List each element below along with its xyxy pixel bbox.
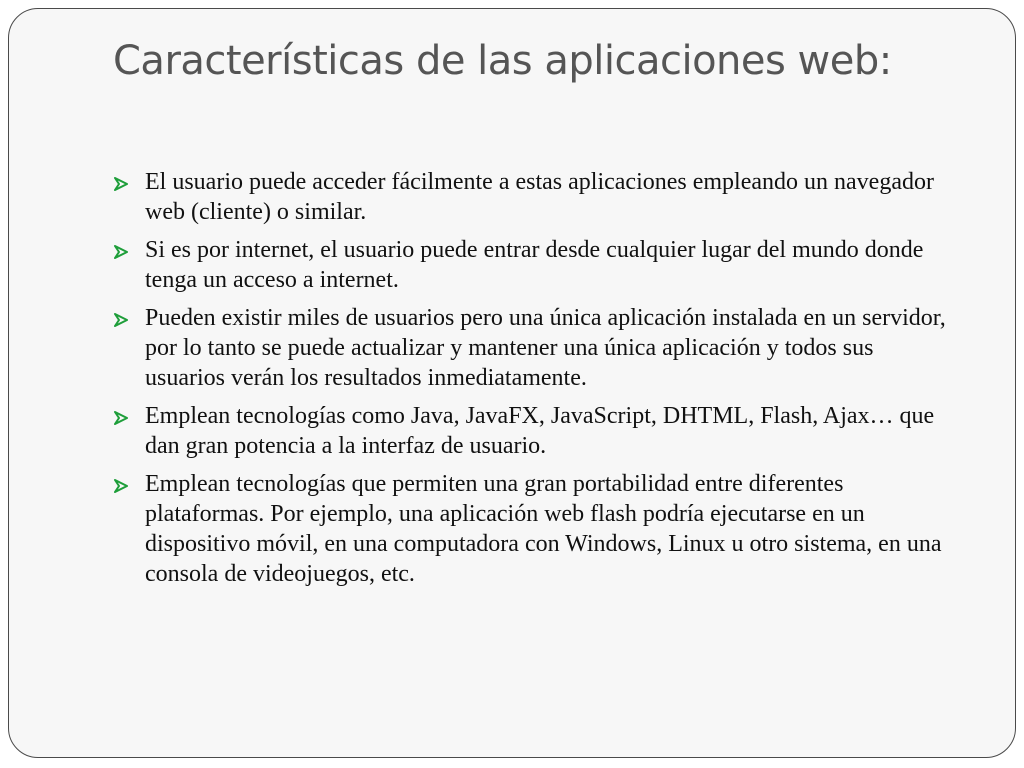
bullet-item <box>113 303 953 393</box>
bullet-item <box>113 235 953 295</box>
bullet-text: El usuario puede acceder fácilmente a estas aplicaciones empleando un navegador web (cliente) o similar. <box>145 169 934 225</box>
bullet-item <box>113 401 953 461</box>
bullet-item <box>113 167 953 227</box>
slide <box>8 8 1016 758</box>
slide-title: Características de las aplicaciones web: <box>113 38 892 84</box>
bullet-list <box>113 167 953 597</box>
bullet-text: Emplean tecnologías como Java, JavaFX, JavaScript, DHTML, Flash, Ajax… que dan gran potencia a la interfaz de usuario. <box>145 403 935 459</box>
arrow-bullet-icon <box>113 176 131 192</box>
bullet-text: Emplean tecnologías que permiten una gran portabilidad entre diferentes plataformas. Por ejemplo, una aplicación web flash podría ejecutarse en un dispositivo móvil, en una computadora con Windows, Linux u otro sistema, en una consola de videojuegos, etc. <box>145 471 942 587</box>
bullet-text: Pueden existir miles de usuarios pero una única aplicación instalada en un servidor, por lo tanto se puede actualizar y mantener una única aplicación y todos sus usuarios verán los resultados inmediatamente. <box>145 305 946 391</box>
bullet-item <box>113 469 953 589</box>
arrow-bullet-icon <box>113 410 131 426</box>
arrow-bullet-icon <box>113 478 131 494</box>
bullet-text: Si es por internet, el usuario puede entrar desde cualquier lugar del mundo donde tenga un acceso a internet. <box>145 237 924 293</box>
arrow-bullet-icon <box>113 312 131 328</box>
arrow-bullet-icon <box>113 244 131 260</box>
